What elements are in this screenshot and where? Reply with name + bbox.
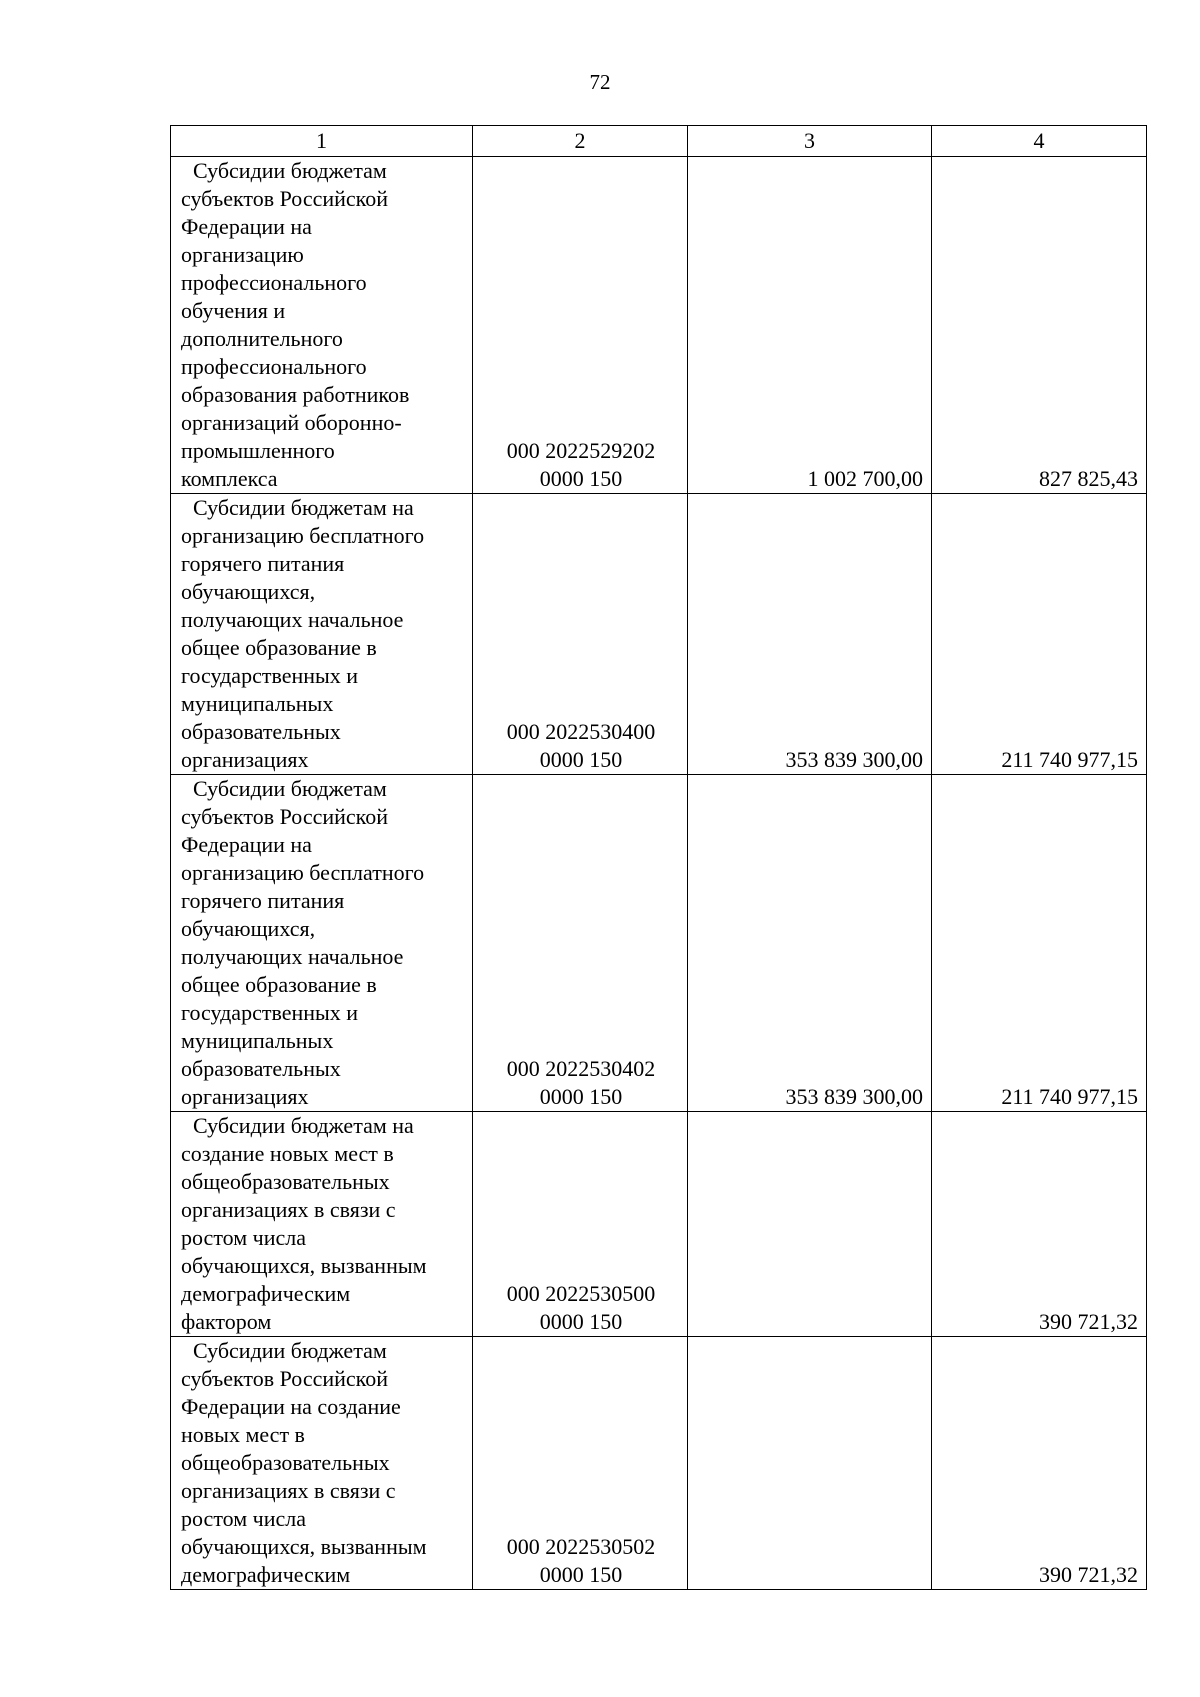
- budget-classification-code: [473, 157, 688, 494]
- budget-item-name-line: дополнительного: [181, 326, 343, 351]
- budget-item-name-line: профессионального: [181, 270, 367, 295]
- executed-amount: [932, 1112, 1147, 1337]
- budget-item-name-line: общее образование в: [181, 972, 377, 997]
- column-header-2: 2: [473, 126, 688, 157]
- budget-item-name-line: субъектов Российской: [181, 1366, 389, 1391]
- budget-item-name-line: фактором: [181, 1309, 272, 1334]
- budget-code-line: 0000 150: [539, 747, 623, 772]
- budget-item-name-line: организациях: [181, 747, 309, 772]
- budget-code-line: 0000 150: [539, 1084, 623, 1109]
- budget-item-name-line: Субсидии бюджетам на: [193, 495, 414, 520]
- column-header-1: 1: [171, 126, 473, 157]
- budget-item-name-line: горячего питания: [181, 888, 345, 913]
- budget-item-name-line: получающих начальное: [181, 607, 404, 632]
- budget-classification-code: [473, 1337, 688, 1590]
- executed-amount-value: 211 740 977,15: [1001, 1084, 1138, 1109]
- executed-amount: [932, 775, 1147, 1112]
- budget-code-line: 000 2022530500: [506, 1281, 656, 1306]
- budget-item-name-line: обучающихся,: [181, 579, 316, 604]
- column-header-3: 3: [688, 126, 932, 157]
- approved-amount: [688, 775, 932, 1112]
- budget-code-line: 000 2022529202: [506, 438, 656, 463]
- budget-item-name-line: ростом числа: [181, 1225, 306, 1250]
- executed-amount-value: 390 721,32: [1039, 1309, 1138, 1334]
- budget-item-name-line: промышленного: [181, 438, 335, 463]
- budget-item-name-line: создание новых мест в: [181, 1141, 394, 1166]
- budget-item-name-line: образовательных: [181, 719, 341, 744]
- budget-code-line: 000 2022530400: [506, 719, 656, 744]
- table-row: [171, 157, 1147, 494]
- budget-item-name: [171, 1337, 473, 1590]
- budget-item-name-line: демографическим: [181, 1281, 351, 1306]
- budget-item-name: [171, 775, 473, 1112]
- budget-item-name-line: обучающихся,: [181, 916, 316, 941]
- budget-item-name-line: государственных и: [181, 1000, 359, 1025]
- executed-amount-value: 211 740 977,15: [1001, 747, 1138, 772]
- approved-amount: [688, 157, 932, 494]
- table-body: [171, 157, 1147, 1590]
- budget-item-name-line: комплекса: [181, 466, 278, 491]
- budget-item-name-line: Субсидии бюджетам на: [193, 1113, 414, 1138]
- budget-code-line: 0000 150: [539, 466, 623, 491]
- budget-item-name-line: организацию бесплатного: [181, 860, 425, 885]
- budget-item-name-line: общеобразовательных: [181, 1450, 390, 1475]
- budget-table: [170, 125, 1147, 1590]
- executed-amount: [932, 1337, 1147, 1590]
- budget-item-name-line: организаций оборонно-: [181, 410, 402, 435]
- approved-amount-value: 1 002 700,00: [807, 466, 923, 491]
- budget-item-name-line: демографическим: [181, 1562, 351, 1587]
- budget-item-name-line: организациях: [181, 1084, 309, 1109]
- budget-item-name-line: Федерации на: [181, 214, 312, 239]
- table-row: [171, 494, 1147, 775]
- budget-item-name-line: общеобразовательных: [181, 1169, 390, 1194]
- budget-item-name-line: Федерации на создание: [181, 1394, 401, 1419]
- approved-amount: [688, 494, 932, 775]
- budget-item-name: [171, 1112, 473, 1337]
- header-row: [171, 126, 1147, 157]
- budget-item-name: [171, 157, 473, 494]
- budget-classification-code: [473, 494, 688, 775]
- approved-amount-value: 353 839 300,00: [785, 1084, 923, 1109]
- budget-item-name-line: муниципальных: [181, 691, 334, 716]
- budget-classification-code: [473, 1112, 688, 1337]
- approved-amount: [688, 1112, 932, 1337]
- budget-item-name-line: горячего питания: [181, 551, 345, 576]
- budget-item-name-line: субъектов Российской: [181, 804, 389, 829]
- budget-item-name-line: субъектов Российской: [181, 186, 389, 211]
- budget-code-line: 0000 150: [539, 1309, 623, 1334]
- budget-code-line: 0000 150: [539, 1562, 623, 1587]
- table-row: [171, 1337, 1147, 1590]
- executed-amount-value: 827 825,43: [1039, 466, 1138, 491]
- budget-item-name-line: организациях в связи с: [181, 1478, 396, 1503]
- budget-item-name-line: обучающихся, вызванным: [181, 1534, 427, 1559]
- budget-item-name-line: профессионального: [181, 354, 367, 379]
- approved-amount-value: 353 839 300,00: [785, 747, 923, 772]
- table-row: [171, 1112, 1147, 1337]
- budget-classification-code: [473, 775, 688, 1112]
- budget-item-name-line: общее образование в: [181, 635, 377, 660]
- column-header-4: 4: [932, 126, 1147, 157]
- budget-code-line: 000 2022530502: [506, 1534, 656, 1559]
- budget-item-name-line: образования работников: [181, 382, 410, 407]
- budget-item-name-line: Субсидии бюджетам: [193, 1338, 387, 1363]
- budget-item-name-line: Федерации на: [181, 832, 312, 857]
- budget-item-name-line: ростом числа: [181, 1506, 306, 1531]
- budget-item-name: [171, 494, 473, 775]
- budget-item-name-line: получающих начальное: [181, 944, 404, 969]
- budget-item-name-line: организациях в связи с: [181, 1197, 396, 1222]
- budget-item-name-line: организацию бесплатного: [181, 523, 425, 548]
- page-number: 72: [589, 70, 611, 94]
- budget-code-line: 000 2022530402: [506, 1056, 656, 1081]
- approved-amount: [688, 1337, 932, 1590]
- budget-item-name-line: обучающихся, вызванным: [181, 1253, 427, 1278]
- budget-item-name-line: образовательных: [181, 1056, 341, 1081]
- executed-amount: [932, 494, 1147, 775]
- budget-item-name-line: организацию: [181, 242, 304, 267]
- executed-amount-value: 390 721,32: [1039, 1562, 1138, 1587]
- budget-item-name-line: муниципальных: [181, 1028, 334, 1053]
- budget-item-name-line: государственных и: [181, 663, 359, 688]
- table-row: [171, 775, 1147, 1112]
- budget-item-name-line: Субсидии бюджетам: [193, 158, 387, 183]
- budget-item-name-line: новых мест в: [181, 1422, 305, 1447]
- executed-amount: [932, 157, 1147, 494]
- budget-item-name-line: Субсидии бюджетам: [193, 776, 387, 801]
- budget-item-name-line: обучения и: [181, 298, 286, 323]
